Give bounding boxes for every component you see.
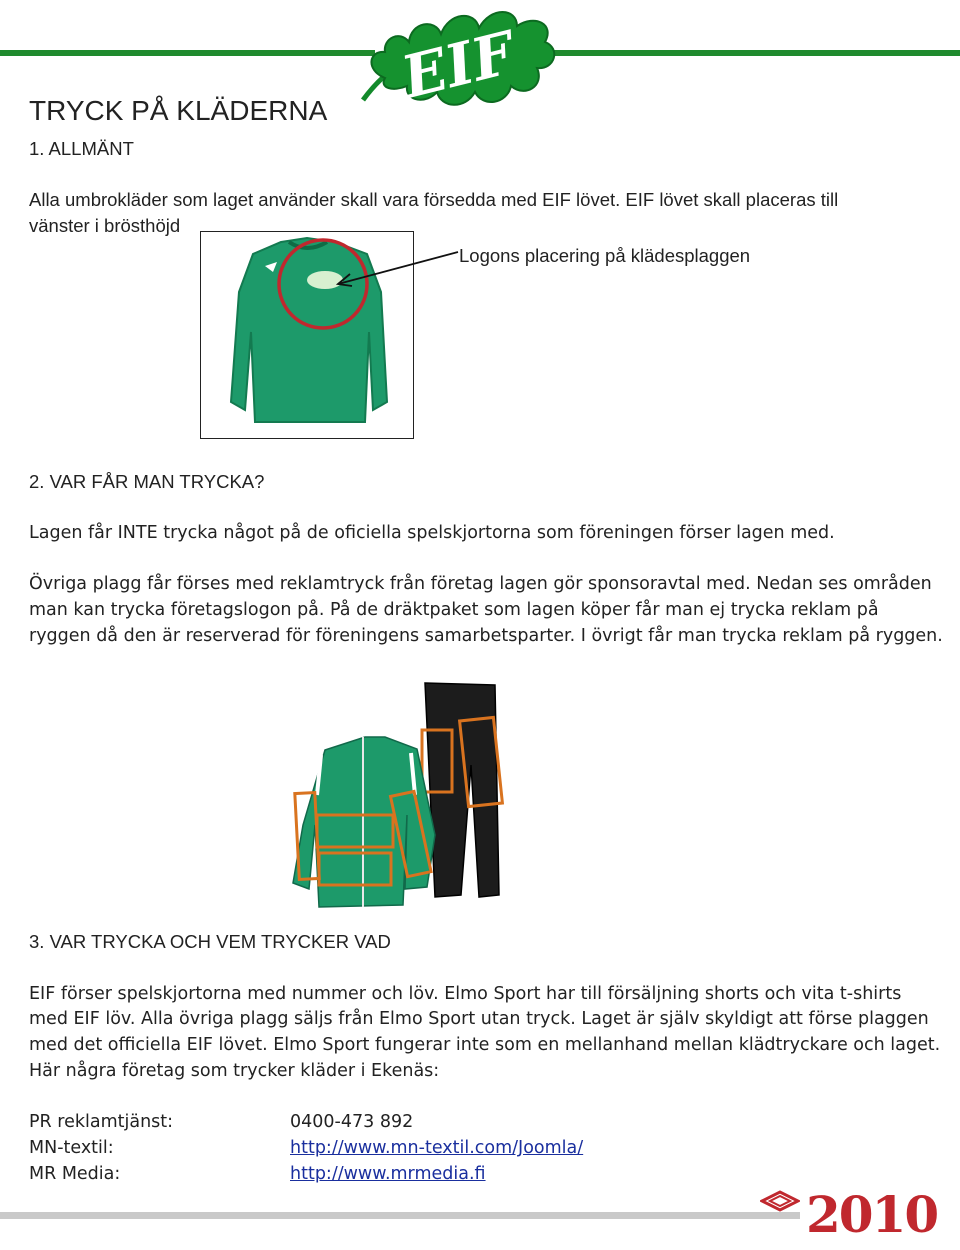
contact-phone-pr: 0400-473 892 <box>290 1112 414 1132</box>
page-title: TRYCK PÅ KLÄDERNA <box>29 95 328 126</box>
section3-line-3: med det officiella EIF lövet. Elmo Sport fungerar inte som en mellanhand mellan klädtryckare och laget. <box>29 1035 941 1055</box>
contact-link-mrmedia[interactable]: http://www.mrmedia.fi <box>290 1164 486 1184</box>
header-line-left <box>0 50 375 56</box>
footer-line <box>0 1212 800 1219</box>
callout-label: Logons placering på klädesplaggen <box>459 245 751 266</box>
section1-line-1: Alla umbrokläder som laget använder skall vara försedda med EIF lövet. EIF lövet skall placeras till <box>29 189 839 210</box>
section3-line-2: med EIF löv. Alla övriga plagg säljs från Elmo Sport utan tryck. Laget är själv skyldigt att förse plaggen <box>29 1009 929 1029</box>
black-pants-icon <box>425 683 499 897</box>
section3-line-4: Här några företag som trycker kläder i Ekenäs: <box>29 1061 440 1081</box>
section2-para1: Lagen får INTE trycka något på de oficiella spelskjortorna som föreningen förser lagen med. <box>29 523 835 543</box>
callout-arrow-icon <box>330 248 460 298</box>
section3-line-1: EIF förser spelskjortorna med nummer och löv. Elmo Sport har till försäljning shorts och vita t-shirts <box>29 984 902 1004</box>
header-line-right <box>550 50 960 56</box>
section3-heading: 3. VAR TRYCKA OCH VEM TRYCKER VAD <box>29 931 391 952</box>
section2-para2-line-2: man kan trycka företagslogon på. På de dräktpaket som lagen köper får man ej trycka reklam på <box>29 600 879 620</box>
tracksuit-photo <box>285 675 525 915</box>
contact-link-mn-textil[interactable]: http://www.mn-textil.com/Joomla/ <box>290 1138 584 1158</box>
eif-oak-leaf-logo <box>345 0 565 115</box>
umbro-diamond-icon <box>760 1190 800 1212</box>
section2-heading: 2. VAR FÅR MAN TRYCKA? <box>29 471 265 492</box>
section2-para2-line-3: ryggen då den är reserverad för föreningens samarbetsparter. I övrigt får man trycka reklam på ryggen. <box>29 626 943 646</box>
contact-name-pr: PR reklamtjänst: <box>29 1112 174 1132</box>
section2-para2-line-1: Övriga plagg får förses med reklamtryck från företag lagen gör sponsoravtal med. Nedan ses områden <box>29 574 932 594</box>
section1-heading: 1. ALLMÄNT <box>29 138 134 159</box>
year-badge: 2010 <box>806 1185 938 1244</box>
contact-name-mn: MN-textil: <box>29 1138 114 1158</box>
contact-name-mr: MR Media: <box>29 1164 121 1184</box>
logo-text: EIF <box>395 18 521 112</box>
section1-line-2: vänster i brösthöjd <box>29 215 181 236</box>
